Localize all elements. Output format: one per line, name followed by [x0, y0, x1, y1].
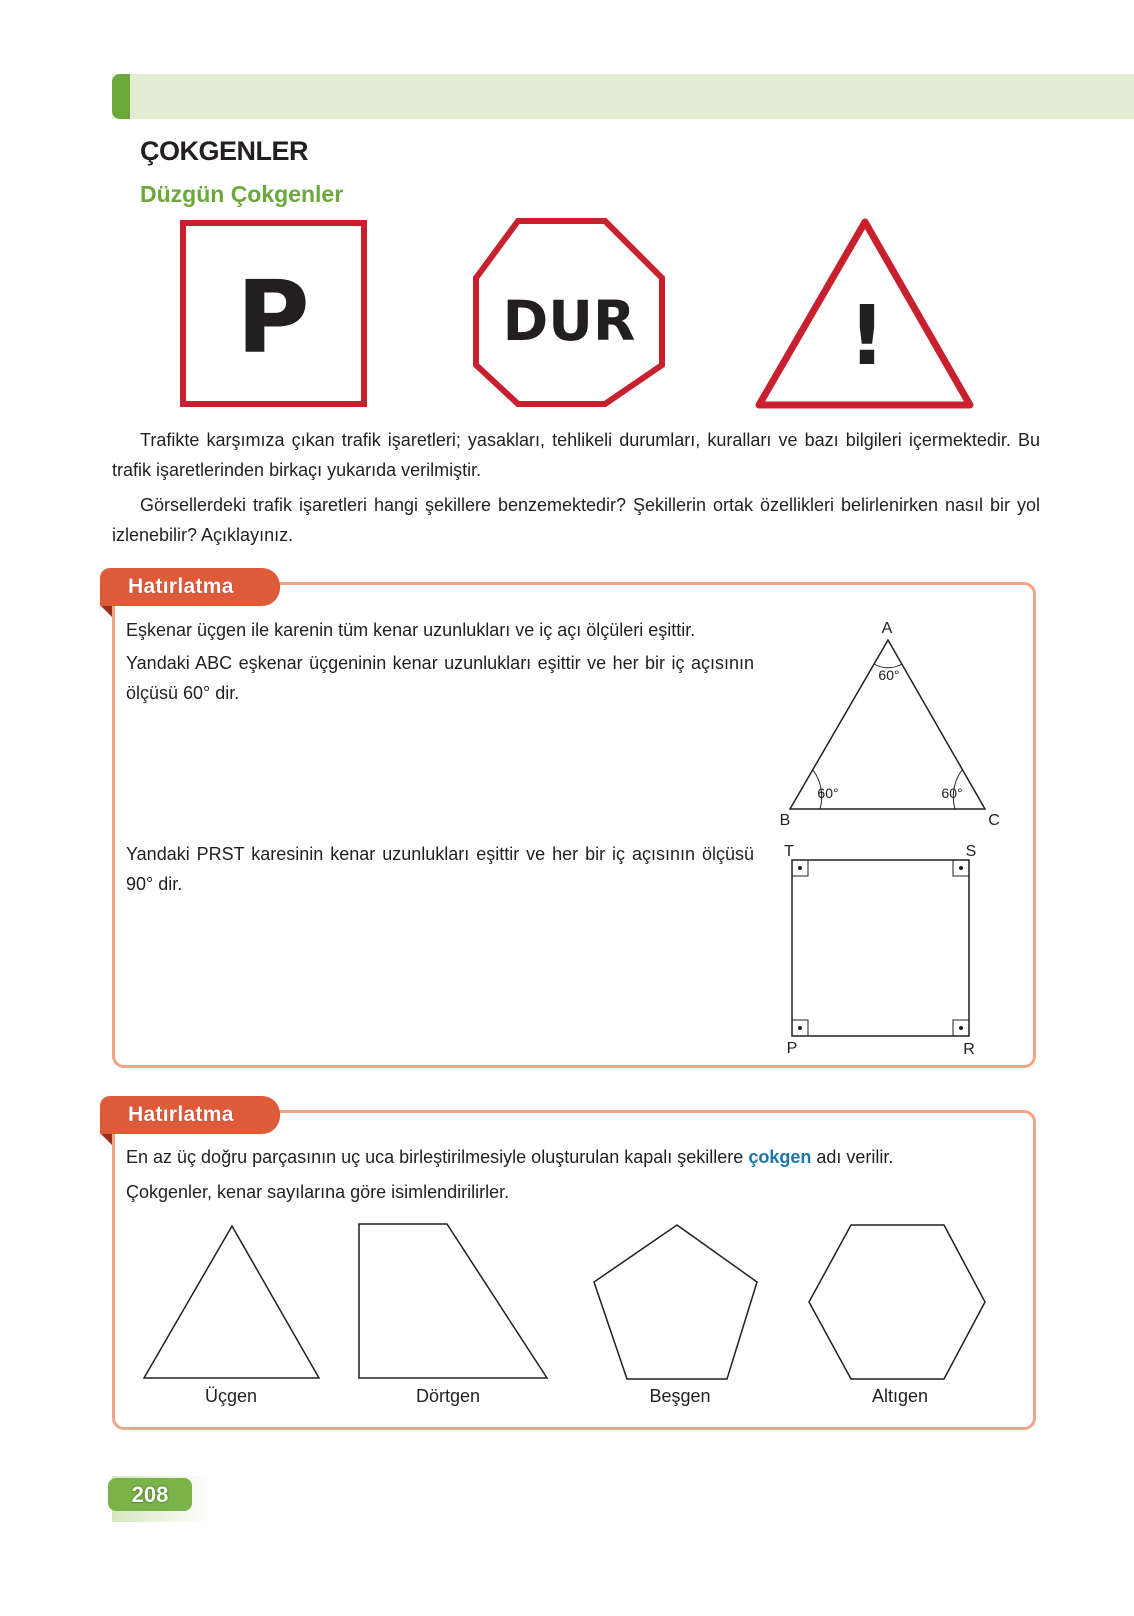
vertex-t-label: T — [784, 843, 794, 860]
pentagon-label: Beşgen — [649, 1386, 711, 1406]
hexagon-shape — [809, 1225, 985, 1379]
square-prst-figure — [770, 838, 1010, 1064]
reminder-tab-2: Hatırlatma — [100, 1096, 280, 1134]
parking-letter: P — [236, 259, 310, 376]
page-number: 208 — [108, 1478, 192, 1511]
header-band — [112, 74, 1134, 119]
stop-text: DUR — [502, 289, 636, 353]
polygon-keyword: çokgen — [748, 1147, 812, 1167]
vertex-c-label: C — [988, 812, 1000, 829]
triangle-abc-figure — [770, 614, 1010, 836]
warning-sign — [759, 222, 970, 405]
reminder1-line3: Yandaki PRST karesinin kenar uzunlukları eşittir ve her bir iç açısının ölçüsü 90° dir. — [126, 844, 754, 894]
reminder-tab-fold — [100, 1133, 112, 1145]
angle-c-label: 60° — [941, 785, 963, 801]
triangle-label: Üçgen — [204, 1386, 258, 1406]
reminder-tab-fold — [100, 605, 112, 617]
reminder2-line1: En az üç doğru parçasının uç uca birleştirilmesiyle oluşturulan kapalı şekillere çokgen adı verilir. — [126, 1147, 894, 1167]
reminder2-line2: Çokgenler, kenar sayılarına göre isimlendirilirler. — [126, 1182, 510, 1202]
vertex-p-label: P — [786, 1040, 798, 1057]
reminder-tab-1: Hatırlatma — [100, 568, 280, 606]
triangle-shape — [144, 1226, 319, 1378]
hexagon-label: Altıgen — [871, 1386, 929, 1406]
stop-sign — [476, 221, 662, 404]
reminder1-line1: Eşkenar üçgen ile karenin tüm kenar uzunlukları ve iç açı ölçüleri eşittir. — [126, 620, 696, 640]
reminder1-line2: Yandaki ABC eşkenar üçgeninin kenar uzunlukları eşittir ve her bir iç açısının ölçüsü 60° dir. — [126, 653, 754, 703]
vertex-s-label: S — [965, 843, 977, 860]
intro-paragraph-1: Trafikte karşımıza çıkan trafik işaretleri; yasakları, tehlikeli durumları, kuralları ve bazı bilgileri içermektedir. Bu trafik işaretlerinden birkaçı yukarıda verilmiştir. — [112, 430, 1040, 480]
vertex-b-label: B — [779, 812, 791, 829]
angle-b-label: 60° — [817, 785, 839, 801]
pentagon-shape — [594, 1225, 757, 1379]
traffic-signs — [170, 212, 1000, 417]
page-subtitle: Düzgün Çokgenler — [140, 181, 344, 207]
header-accent — [112, 74, 130, 119]
vertex-a-label: A — [881, 620, 893, 637]
intro-paragraph-2: Görsellerdeki trafik işaretleri hangi şekillere benzemektedir? Şekillerin ortak özellikleri belirlenirken nasıl bir yol izlenebilir? Açıklayınız. — [112, 495, 1040, 545]
warning-mark: ! — [848, 289, 886, 384]
vertex-r-label: R — [963, 1041, 975, 1058]
angle-a-label: 60° — [878, 667, 900, 683]
polygon-shapes — [112, 1210, 1032, 1390]
quadrilateral-label: Dörtgen — [415, 1386, 481, 1406]
quadrilateral-shape — [359, 1224, 547, 1378]
parking-sign — [183, 223, 364, 404]
page-title: ÇOKGENLER — [140, 136, 309, 166]
